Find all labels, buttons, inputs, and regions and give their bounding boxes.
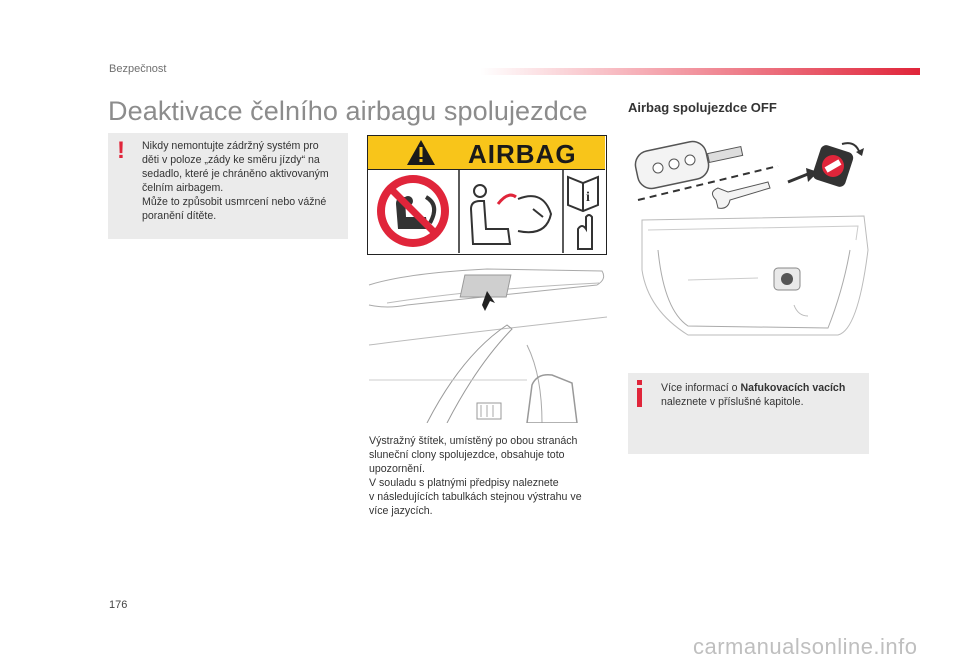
no-child-seat-icon: [377, 175, 449, 247]
read-manual-icon: [568, 177, 598, 249]
airbag-warning-label: [367, 135, 607, 255]
warning-line: děti v poloze „zády ke směru jízdy“ na: [142, 154, 320, 166]
caption-line: Výstražný štítek, umístěný po obou stranách: [369, 435, 578, 447]
warning-text: [142, 139, 344, 223]
warning-line: sedadlo, které je chráněno aktivovaným: [142, 168, 329, 180]
key-fob-icon: [633, 139, 743, 191]
info-link-text: Nafukovacích vacích: [740, 382, 846, 394]
caption-line: sluneční clony spolujezdce, obsahuje toto: [369, 449, 565, 461]
airbag-pictograms: [368, 169, 605, 253]
key-blade-icon: [712, 182, 770, 208]
info-icon: [637, 380, 642, 407]
caption-line: upozornění.: [369, 463, 425, 475]
section-heading: Airbag spolujezdce OFF: [628, 100, 777, 115]
airbag-label-banner: [368, 136, 605, 170]
warning-line: Může to způsobit usmrcení nebo vážné: [142, 196, 327, 208]
info-line-prefix: Více informací o: [661, 382, 741, 394]
header-accent-bar: [480, 68, 920, 75]
caption-line: V souladu s platnými předpisy naleznete: [369, 477, 559, 489]
info-line: [661, 381, 866, 395]
page-title: Deaktivace čelního airbagu spolujezdce: [108, 96, 588, 126]
airbag-label-word: AIRBAG: [468, 139, 577, 169]
key-switch-illustration: [628, 130, 872, 340]
sun-visor-illustration: [367, 265, 609, 423]
caption-line: více jazycích.: [369, 505, 433, 517]
caption-line: v následujících tabulkách stejnou výstrahu ve: [369, 491, 582, 503]
info-text: [661, 381, 866, 409]
info-line: naleznete v příslušné kapitole.: [661, 396, 804, 408]
warning-line: Nikdy nemontujte zádržný systém pro: [142, 140, 319, 152]
warning-exclamation-icon: !: [117, 137, 125, 164]
watermark: carmanualsonline.info: [693, 634, 918, 659]
caption-text: [369, 434, 609, 518]
airbag-deploy-icon: [471, 185, 551, 244]
svg-text:i: i: [586, 190, 590, 205]
warning-line: čelním airbagem.: [142, 182, 224, 194]
page-number: 176: [109, 599, 128, 611]
section-label: Bezpečnost: [109, 63, 167, 75]
warning-sticker-spot: [460, 275, 511, 297]
airbag-off-switch-icon: [811, 143, 864, 188]
warning-line: poranění dítěte.: [142, 210, 217, 222]
warning-triangle-icon: [406, 139, 436, 166]
